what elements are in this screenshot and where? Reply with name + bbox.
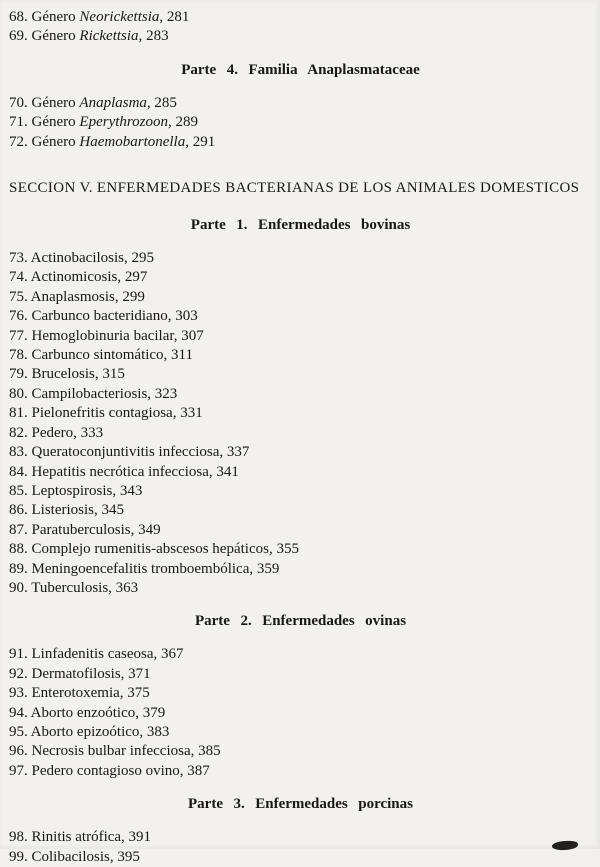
toc-entry-text: 73. Actinobacilosis, 295 [9,250,154,267]
toc-entry [9,346,592,365]
toc-entry-text: 99. Colibacilosis, 395 [9,848,140,865]
part-heading: Parte 4. Familia Anaplasmataceae [181,61,420,78]
toc-entry-text: 76. Carbunco bacteridiano, 303 [9,308,198,325]
toc-entry-text: 96. Necrosis bulbar infecciosa, 385 [9,743,221,760]
toc-entry-text: 87. Paratuberculosis, 349 [9,521,161,538]
toc-entry [9,501,592,520]
toc-entry-page-number: 283 [142,28,169,45]
toc-entry-text: 91. Linfadenitis caseosa, 367 [9,646,184,663]
toc-entry [9,463,592,482]
toc-entry [9,665,592,684]
toc-entry-text: 94. Aborto enzoótico, 379 [9,704,166,721]
toc-entry-text: 71. Género [9,114,80,131]
genus-name: Neorickettsia, [79,9,164,25]
toc-entry-text: 93. Enterotoxemia, 375 [9,685,150,702]
toc-entry-text: 98. Rinitis atrófica, 391 [9,829,152,846]
toc-entry [9,443,592,462]
toc-entry-text: 69. Género [9,28,80,45]
toc-entry [9,424,592,443]
genus-name: Eperythrozoon, [79,114,172,131]
toc-entry [9,521,592,540]
toc-entry [9,385,592,404]
genus-name: Anaplasma, [79,94,151,111]
toc-entry-text: 88. Complejo rumenitis-abscesos hepáticos, 355 [9,541,299,558]
toc-entry [9,27,592,46]
toc-entry-page-number: 291 [188,133,216,150]
part-heading: Parte 1. Enfermedades bovinas [190,217,411,234]
toc-entry [9,482,592,501]
toc-entry-text: 74. Actinomicosis, 297 [9,269,148,286]
genus-name: Rickettsia, [79,28,143,45]
toc-entry-text: 70. Género [9,94,80,111]
toc-entry-text: 72. Género [9,133,80,150]
toc-entry-text: 90. Tuberculosis, 363 [9,579,139,596]
toc-entry-text: 89. Meningoencefalitis tromboembólica, 359 [9,560,280,577]
toc-entry [9,327,592,346]
toc-entry [9,268,592,287]
toc-entry [9,133,592,152]
toc-entry [9,540,592,559]
toc-entry-text: 85. Leptospirosis, 343 [9,482,143,499]
toc-entry-text: 77. Hemoglobinuria bacilar, 307 [9,327,204,344]
toc-entry-text: 78. Carbunco sintomático, 311 [9,347,193,364]
toc-entry [9,288,592,307]
toc-entry-text: 95. Aborto epizoótico, 383 [9,723,170,740]
toc-entry [9,404,592,423]
toc-entry-page-number: 285 [150,94,177,111]
toc-entry-text: 79. Brucelosis, 315 [9,366,125,383]
toc-entry-text: 68. Género [9,9,80,25]
toc-entry [9,704,592,723]
toc-entry-text: 86. Listeriosis, 345 [9,502,124,519]
toc-entry [9,684,592,703]
toc-entry [9,307,592,326]
section-heading: SECCION V. ENFERMEDADES BACTERIANAS DE LOS ANIMALES DOMESTICOS [9,180,580,197]
toc-entry [9,579,592,598]
toc-entry [9,113,592,132]
part-heading: Parte 3. Enfermedades porcinas [188,796,413,813]
toc-entry-text: 84. Hepatitis necrótica infecciosa, 341 [9,463,239,480]
toc-entry [9,742,592,761]
toc-entry [9,560,592,579]
toc-entry-text: 75. Anaplasmosis, 299 [9,288,145,305]
toc-entry [9,762,592,781]
toc-entry [9,828,592,847]
toc-entry-text: 92. Dermatofilosis, 371 [9,665,151,682]
toc-entry-page-number: 281 [163,9,190,25]
part-heading: Parte 2. Enfermedades ovinas [194,613,407,630]
toc-entry-text: 80. Campilobacteriosis, 323 [9,385,178,402]
toc-entry-text: 81. Pielonefritis contagiosa, 331 [9,405,203,422]
toc-entry [9,8,592,27]
toc-entry [9,645,592,664]
toc-entry-text: 83. Queratoconjuntivitis infecciosa, 337 [9,444,250,461]
toc-entry [9,848,592,867]
toc-entry [9,94,592,113]
toc-entry [9,365,592,384]
genus-name: Haemobartonella, [79,133,189,150]
toc-entry-text: 97. Pedero contagioso ovino, 387 [9,762,210,779]
toc-entry-page-number: 289 [171,114,199,131]
toc-entry [9,249,592,268]
toc-entry-text: 82. Pedero, 333 [9,424,104,441]
toc-entry [9,723,592,742]
